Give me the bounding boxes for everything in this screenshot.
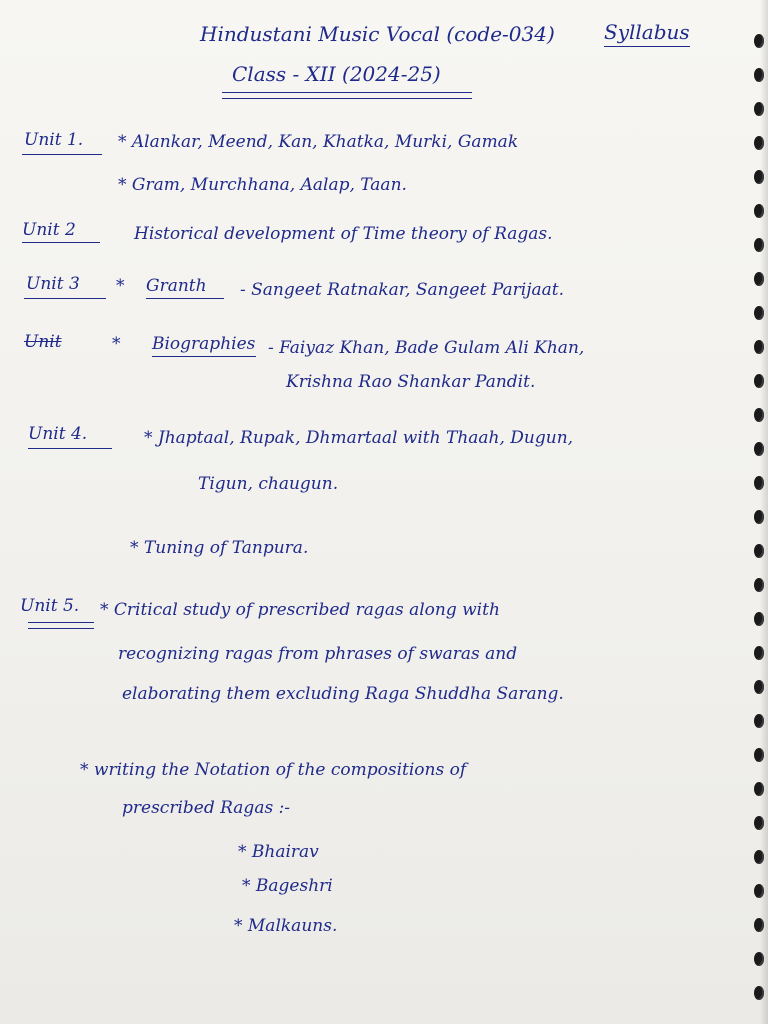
raga-item: * Bageshri [242, 876, 333, 896]
binding-hole [754, 646, 764, 660]
unit-3-label: Unit 3 [26, 274, 80, 294]
page-title: Hindustani Music Vocal (code-034) [200, 22, 555, 46]
binding-hole [754, 952, 764, 966]
unit-5-line-4: * writing the Notation of the compositions of [80, 760, 467, 780]
unit-4-line-3: * Tuning of Tanpura. [130, 538, 309, 558]
binding-hole [754, 986, 764, 1000]
unit-5-line-3: elaborating them excluding Raga Shuddha Sarang. [122, 684, 564, 704]
binding-hole [754, 918, 764, 932]
unit-5-line-5: prescribed Ragas :- [122, 798, 291, 818]
unit-3-bullet-2: * [112, 334, 121, 354]
unit-3-underline [24, 298, 106, 299]
binding-hole [754, 816, 764, 830]
binding-hole [754, 136, 764, 150]
binding-hole [754, 748, 764, 762]
binding-hole [754, 680, 764, 694]
raga-item: * Malkauns. [234, 916, 338, 936]
unit-4-label: Unit 4. [28, 424, 88, 444]
class-line: Class - XII (2024-25) [232, 62, 441, 86]
spiral-binding-holes [748, 0, 768, 1024]
unit-1-line-1: * Alankar, Meend, Kan, Khatka, Murki, Gamak [118, 132, 519, 152]
binding-hole [754, 782, 764, 796]
binding-hole [754, 442, 764, 456]
syllabus-underline [604, 46, 690, 47]
biographies-underline [152, 356, 256, 357]
biographies-label: Biographies [152, 334, 256, 354]
unit-1-line-2: * Gram, Murchhana, Aalap, Taan. [118, 175, 407, 195]
binding-hole [754, 714, 764, 728]
unit-5-line-1: * Critical study of prescribed ragas along with [100, 600, 500, 620]
binding-hole [754, 34, 764, 48]
unit-5-label: Unit 5. [20, 596, 80, 616]
binding-hole [754, 68, 764, 82]
unit-5-underline-2 [28, 628, 94, 629]
raga-item: * Bhairav [238, 842, 319, 862]
binding-hole [754, 238, 764, 252]
granth-underline [146, 298, 224, 299]
unit-4-line-2: Tigun, chaugun. [198, 474, 339, 494]
binding-hole [754, 374, 764, 388]
unit-5-line-2: recognizing ragas from phrases of swaras and [118, 644, 518, 664]
unit-2-underline [22, 242, 100, 243]
class-underline-1 [222, 92, 472, 93]
syllabus-label: Syllabus [604, 20, 690, 44]
biographies-text-2: Krishna Rao Shankar Pandit. [286, 372, 536, 392]
biographies-text: - Faiyaz Khan, Bade Gulam Ali Khan, [268, 338, 585, 358]
binding-hole [754, 272, 764, 286]
binding-hole [754, 850, 764, 864]
unit-4-underline [28, 448, 112, 449]
binding-hole [754, 544, 764, 558]
struck-unit-label: Unit [24, 332, 62, 352]
binding-hole [754, 340, 764, 354]
unit-5-underline-1 [28, 622, 94, 623]
binding-hole [754, 204, 764, 218]
unit-1-underline [22, 154, 102, 155]
binding-hole [754, 408, 764, 422]
binding-hole [754, 578, 764, 592]
binding-hole [754, 476, 764, 490]
unit-3-bullet: * [116, 276, 125, 296]
granth-label: Granth [146, 276, 207, 296]
unit-1-label: Unit 1. [24, 130, 84, 150]
binding-hole [754, 102, 764, 116]
binding-hole [754, 306, 764, 320]
unit-2-line-1: Historical development of Time theory of Ragas. [134, 224, 553, 244]
class-underline-2 [222, 98, 472, 99]
binding-hole [754, 510, 764, 524]
binding-hole [754, 884, 764, 898]
binding-hole [754, 612, 764, 626]
unit-2-label: Unit 2 [22, 220, 76, 240]
binding-hole [754, 170, 764, 184]
granth-text: - Sangeet Ratnakar, Sangeet Parijaat. [240, 280, 564, 300]
unit-4-line-1: * Jhaptaal, Rupak, Dhmartaal with Thaah, Dugun, [144, 428, 574, 448]
